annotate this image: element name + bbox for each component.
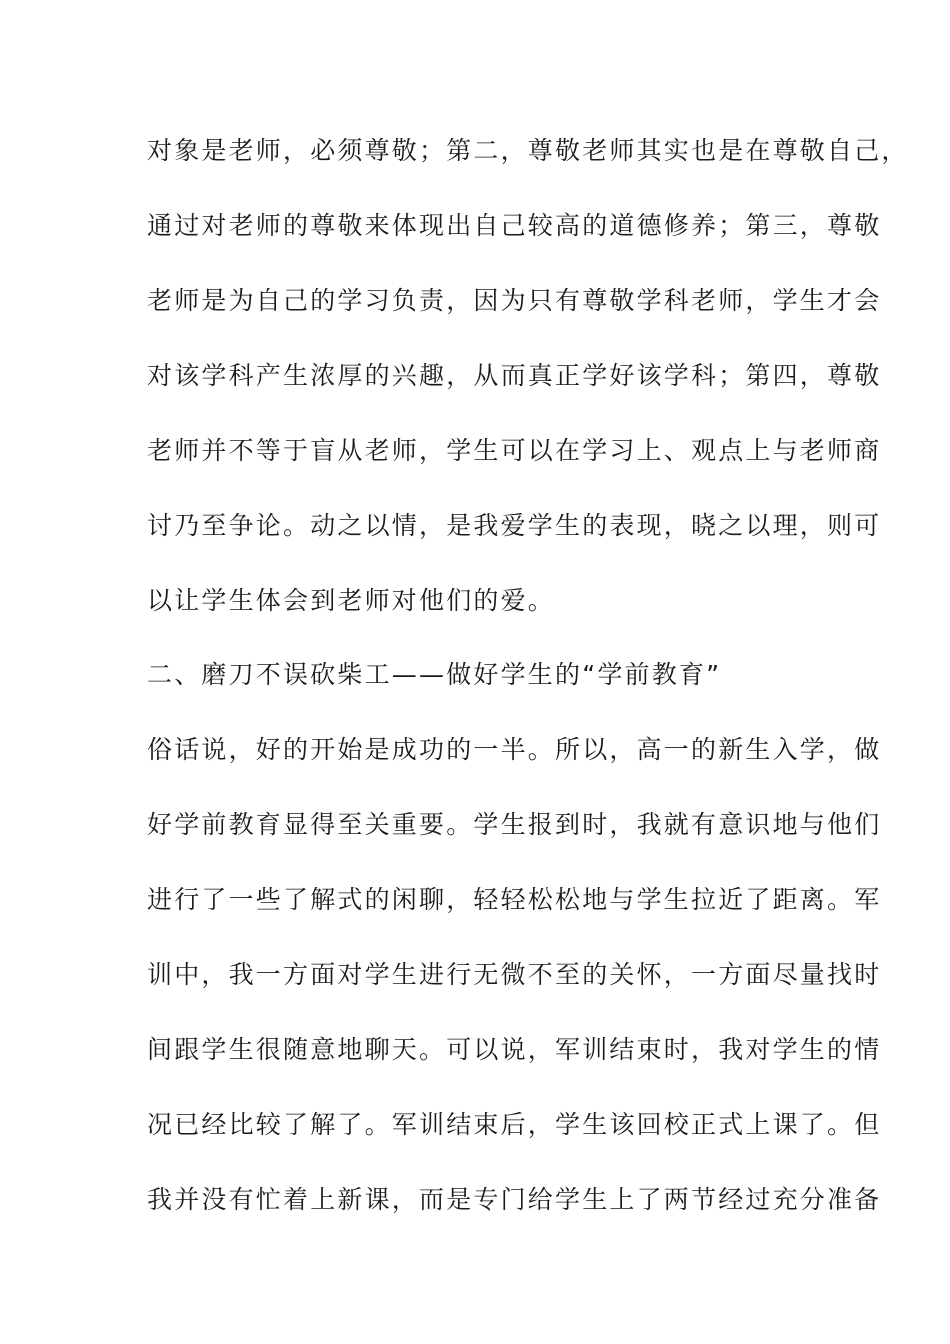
paragraph-line: 我并没有忙着上新课，而是专门给学生上了两节经过充分准备 [147,1185,882,1214]
paragraph-line: 老师是为自己的学习负责，因为只有尊敬学科老师，学生才会 [147,286,882,315]
paragraph-line: 通过对老师的尊敬来体现出自己较高的道德修养；第三，尊敬 [147,211,882,240]
section-heading: 二、磨刀不误砍柴工——做好学生的“学前教育” [147,660,722,689]
paragraph-line: 况已经比较了解了。军训结束后，学生该回校正式上课了。但 [147,1110,882,1139]
paragraph-line: 对该学科产生浓厚的兴趣，从而真正学好该学科；第四，尊敬 [147,361,882,390]
paragraph-line: 讨乃至争论。动之以情，是我爱学生的表现，晓之以理，则可 [147,511,882,540]
paragraph-line: 以让学生体会到老师对他们的爱。 [147,586,556,615]
paragraph-line: 老师并不等于盲从老师，学生可以在学习上、观点上与老师商 [147,436,882,465]
paragraph-line: 训中，我一方面对学生进行无微不至的关怀，一方面尽量找时 [147,960,882,989]
paragraph-line: 进行了一些了解式的闲聊，轻轻松松地与学生拉近了距离。军 [147,885,882,914]
paragraph-line: 好学前教育显得至关重要。学生报到时，我就有意识地与他们 [147,810,882,839]
paragraph-line: 俗话说，好的开始是成功的一半。所以，高一的新生入学，做 [147,735,882,764]
paragraph-line: 间跟学生很随意地聊天。可以说，军训结束时，我对学生的情 [147,1035,882,1064]
paragraph-line: 对象是老师，必须尊敬；第二，尊敬老师其实也是在尊敬自己， [147,136,909,165]
